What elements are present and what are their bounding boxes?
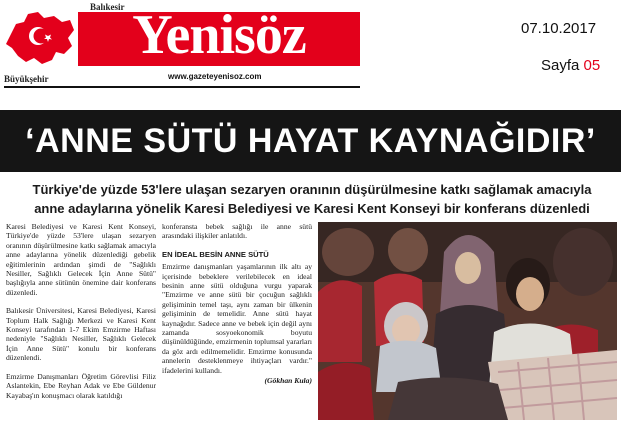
page-label: Sayfa <box>541 57 580 74</box>
publication-date: 07.10.2017 <box>521 20 597 37</box>
article-headline: ‘ANNE SÜTÜ HAYAT KAYNAĞIDIR’ <box>25 122 596 160</box>
page-info <box>541 57 600 74</box>
masthead-divider <box>4 86 360 88</box>
article-column-2 <box>162 222 312 386</box>
paragraph: Balıkesir Üniversitesi, Karesi Belediyesi, Karesi Toplum Halk Sağlığı Merkezi ve Karesi Kent Konseyi tarafından 1-7 Ekim Emzirme Haftası nedeniyle "Sağlıklı Nesiller, Sağlıklı Gelecek İçin Anne Sütü" konulu bir konferans düzenlendi. <box>6 306 156 363</box>
article-subhead: Türkiye'de yüzde 53'lere ulaşan sezaryen oranının düşürülmesine katkı sağlamak amacıyla anne adaylarına yönelik Karesi Belediyesi ve Karesi Kent Konseyi bir konferans düzenledi <box>32 182 592 216</box>
byline: (Gökhan Kula) <box>264 376 312 386</box>
article-photo <box>318 222 617 420</box>
paragraph: konferansta bebek sağlığı ile anne sütü arasındaki ilişkiler anlatıldı. <box>162 222 312 241</box>
paragraph: Emzirme danışmanları yaşamlarının ilk altı ay içerisinde bebeklere verilebilecek en ideal besinin anne sütü olduğuna vurgu yaparak "Emzirme ve anne sütü bir çocuğun sağlıklı gelişiminin temel taşı, aynı zaman bir ülkenin gelişiminin de temelidir. Anne sütü hayat kaynağıdır. Sadece anne ve bebek için değil aynı zamanda sosyoekonomik boyutu düşünüldüğünde, emzirmenin toplumsal yararları da göz ardı edilmemelidir. Emzirme konusunda annelerin desteklenmeye ihtiyaçları vardır." ifadelerini kullandı. <box>162 262 312 375</box>
brand-name: Yenisöz <box>132 4 306 66</box>
turkey-map-logo-icon <box>4 6 76 68</box>
brand-sub-label: Büyükşehir <box>4 74 49 84</box>
paragraph: Emzirme Danışmanları Öğretim Görevlisi Filiz Aslantekin, Ebe Reyhan Adak ve Ebe Güldenur Kayabaş'ın konuşmacı olarak katıldığı <box>6 371 156 400</box>
brand-url: www.gazeteyenisoz.com <box>168 72 262 81</box>
masthead <box>0 0 621 100</box>
article-column-1 <box>6 222 156 409</box>
page-number: 05 <box>583 57 601 74</box>
paragraph: Karesi Belediyesi ve Karesi Kent Konseyi, Türkiye'de yüzde 53'lere ulaşan sezaryen oranının düşürülmesine katkı sağlamak amacıyla anne adaylarına yönelik düzenlediği gebelik eğitimlerinin ardından şimdi de "Sağlıklı Nesiller, Sağlıklı Gelecek İçin Anne Sütü" başlığıyla anne sütünün önemine dair konferans düzenledi. <box>6 222 156 297</box>
section-subtitle: EN İDEAL BESİN ANNE SÜTÜ <box>162 249 269 259</box>
brand-city-label: Balıkesir <box>90 2 125 12</box>
